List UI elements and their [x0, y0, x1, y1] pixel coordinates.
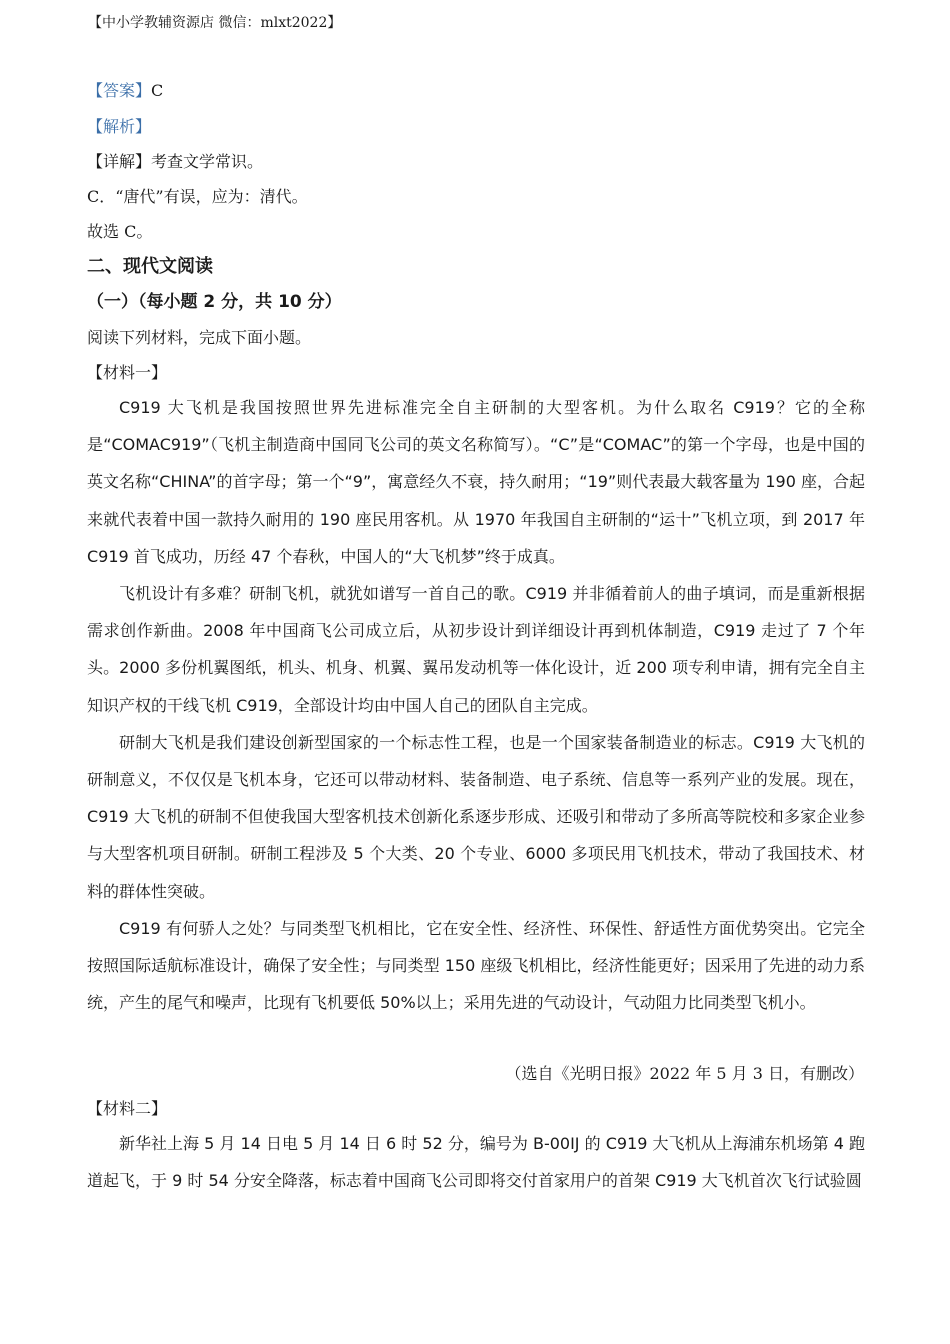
instruction-line: 阅读下列材料，完成下面小题。 [87, 328, 312, 347]
correction-line: C．“唐代”有误，应为：清代。 [87, 187, 308, 206]
material1-source: （选自《光明日报》2022 年 5 月 3 日，有删改） [505, 1064, 864, 1083]
subsection-title: （一）（每小题 2 分，共 10 分） [87, 292, 342, 312]
material1-paragraph: 研制大飞机是我们建设创新型国家的一个标志性工程，也是一个国家装备制造业的标志。C919 大飞机的研制意义，不仅仅是飞机本身，它还可以带动材料、装备制造、电子系统、信息等一系列产业的发展。现在，C919 大飞机的研制不但使我国大型客机技术创新化系逐步形成、还吸引和带动了多所高等院校和多家企业参与大型客机项目研制。研制工程涉及 5 个大类、20 个专业、6000 多项民用飞机技术，带动了我国技术、材料的群体性突破。 [87, 732, 865, 901]
conclusion-line: 故选 C。 [87, 222, 153, 241]
answer-line [87, 80, 867, 102]
answer-value: C [151, 81, 164, 100]
material1-paragraph: C919 有何骄人之处？与同类型飞机相比，它在安全性、经济性、环保性、舒适性方面优势突出。它完全按照国际适航标准设计，确保了安全性；与同类型 150 座级飞机相比，经济性能更好；因采用了先进的动力系统，产生的尾气和噪声，比现有飞机要低 50%以上；采用先进的气动设计，气动阻力比同类型飞机小。 [87, 918, 865, 1013]
analysis-tag: 【解析】 [87, 117, 152, 136]
material1-body [87, 389, 865, 1021]
material1-paragraph: C919 大飞机是我国按照世界先进标准完全自主研制的大型客机。为什么取名 C919？它的全称是“COMAC919”（飞机主制造商中国同飞公司的英文名称简写）。“C”是“COMAC”的第一个字母，也是中国的英文名称“CHINA”的首字母；第一个“9”，寓意经久不衰，持久耐用；“19”则代表最大载客量为 190 座，合起来就代表着中国一款持久耐用的 190 座民用客机。从 1970 年我国自主研制的“运十”飞机立项，到 2017 年 C919 首飞成功，历经 47 个春秋，中国人的“大飞机梦”终于成真。 [87, 398, 865, 566]
material1-tag: 【材料一】 [87, 363, 168, 382]
material2-paragraph: 新华社上海 5 月 14 日电 5 月 14 日 6 时 52 分，编号为 B-00IJ 的 C919 大飞机从上海浦东机场第 4 跑道起飞，于 9 时 54 分安全降落，标志着中国商飞公司即将交付首家用户的首架 C919 大飞机首次飞行试验圆 [87, 1134, 865, 1191]
section-title: 二、现代文阅读 [87, 256, 213, 277]
answer-tag: 【答案】 [87, 81, 152, 100]
material2-tag: 【材料二】 [87, 1099, 168, 1118]
page-header: 【中小学教辅资源店 微信：mlxt2022】 [88, 15, 342, 31]
material2-body [87, 1125, 865, 1205]
detail-line: 【详解】考查文学常识。 [87, 152, 264, 171]
material1-paragraph: 飞机设计有多难？研制飞机，就犹如谱写一首自己的歌。C919 并非循着前人的曲子填词，而是重新根据需求创作新曲。2008 年中国商飞公司成立后，从初步设计到详细设计再到机体制造，C919 走过了 7 个年头。2000 多份机翼图纸，机头、机身、机翼、翼吊发动机等一体化设计，近 200 项专利申请，拥有完全自主知识产权的干线飞机 C919，全部设计均由中国人自己的团队自主完成。 [87, 584, 865, 715]
